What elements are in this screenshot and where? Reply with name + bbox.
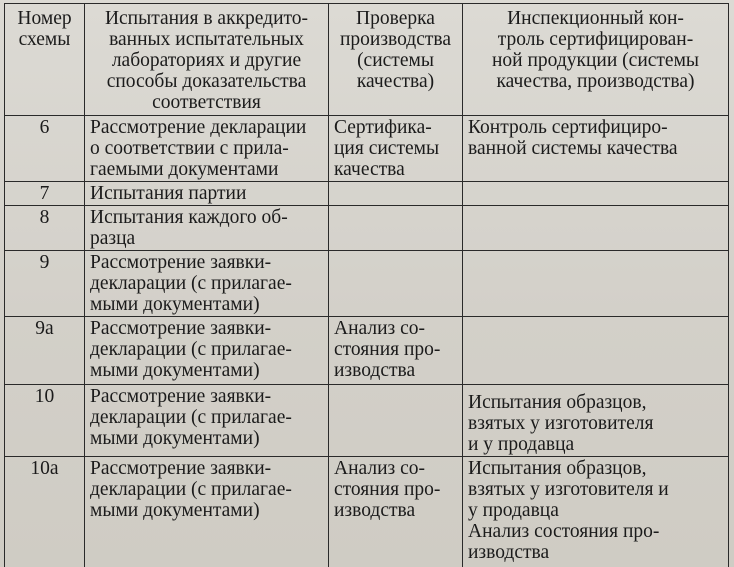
scheme-number-cell: 6 — [5, 116, 85, 182]
header-scheme-number: Номер схемы — [5, 4, 85, 116]
inspection-cell: Испытания образцов, взятых у изготовителя и у продавца — [463, 385, 729, 457]
scheme-number-cell: 10 — [5, 385, 85, 457]
scheme-number-cell: 9а — [5, 317, 85, 385]
certification-schemes-table — [4, 3, 729, 567]
scheme-number-cell: 8 — [5, 206, 85, 251]
testing-cell: Испытания партии — [85, 182, 329, 206]
table-row — [5, 317, 729, 385]
production-check-cell: Анализ со- стояния про- изводства — [329, 317, 463, 385]
production-check-cell — [329, 385, 463, 457]
table-row — [5, 206, 729, 251]
testing-cell: Рассмотрение заявки- декларации (с прилагае- мыми документами) — [85, 251, 329, 317]
inspection-cell — [463, 317, 729, 385]
inspection-cell — [463, 457, 729, 567]
header-testing: Испытания в аккредито- ванных испытательных лабораториях и другие способы доказательства соответствия — [85, 4, 329, 116]
testing-cell: Рассмотрение заявки- декларации (с прилагае- мыми документами) — [85, 385, 329, 457]
testing-cell: Рассмотрение декларации о соответствии с прила- гаемыми документами — [85, 116, 329, 182]
table-row — [5, 251, 729, 317]
production-check-cell — [329, 251, 463, 317]
testing-cell: Рассмотрение заявки- декларации (с прилагае- мыми документами) — [85, 317, 329, 385]
inspection-cell — [463, 182, 729, 206]
inspection-cell — [463, 251, 729, 317]
table-row — [5, 116, 729, 182]
inspection-text-primary: Испытания образцов, взятых у изготовителя и у продавца — [468, 458, 669, 521]
inspection-cell — [463, 206, 729, 251]
table-row — [5, 385, 729, 457]
inspection-text-secondary: Анализ состояния про- изводства — [468, 521, 660, 563]
testing-cell: Рассмотрение заявки- декларации (с прилагае- мыми документами) — [85, 457, 329, 567]
scheme-number-cell: 7 — [5, 182, 85, 206]
production-check-cell: Анализ со- стояния про- изводства — [329, 457, 463, 567]
testing-cell: Испытания каждого об- разца — [85, 206, 329, 251]
inspection-cell: Контроль сертифициро- ванной системы качества — [463, 116, 729, 182]
production-check-cell — [329, 182, 463, 206]
scheme-number-cell: 9 — [5, 251, 85, 317]
scheme-number-cell: 10а — [5, 457, 85, 567]
table-row — [5, 457, 729, 567]
table-header-row — [5, 4, 729, 116]
header-production-check: Проверка производства (системы качества) — [329, 4, 463, 116]
table-row — [5, 182, 729, 206]
production-check-cell — [329, 206, 463, 251]
header-inspection: Инспекционный кон- троль сертифицирован- ной продукции (системы качества, производства) — [463, 4, 729, 116]
production-check-cell: Сертифика- ция системы качества — [329, 116, 463, 182]
